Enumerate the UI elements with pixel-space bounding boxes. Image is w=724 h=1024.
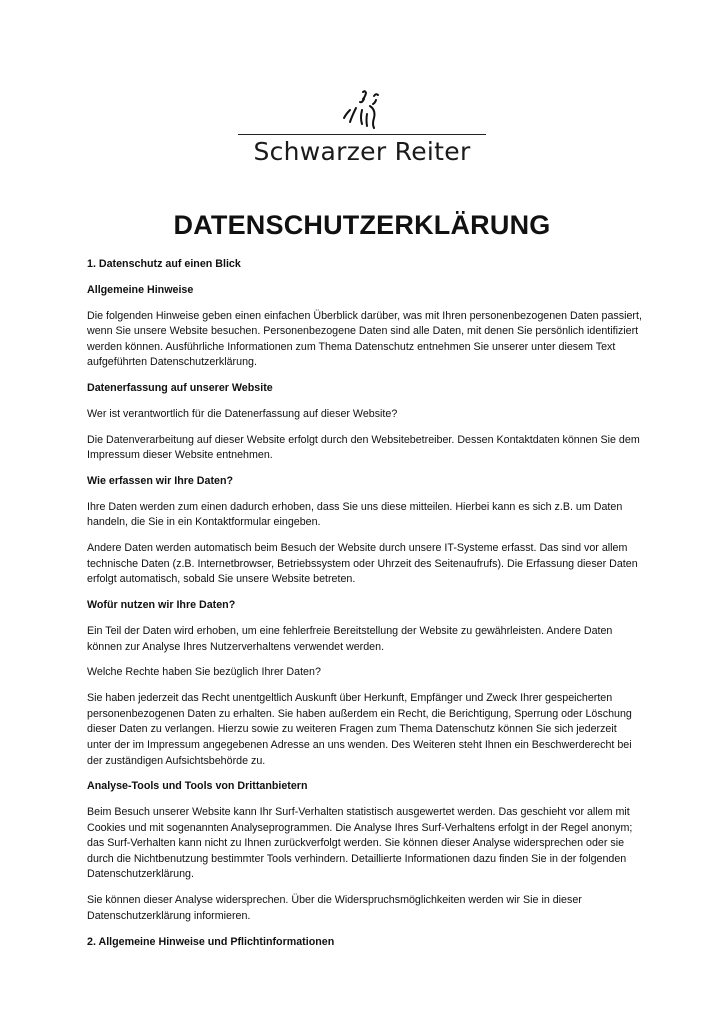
logo: [0, 88, 724, 167]
paragraph: Ein Teil der Daten wird erhoben, um eine fehlerfreie Bereitstellung der Website zu gewährleisten. Andere Daten können zur Analyse Ihres Nutzerverhaltens verwendet werden.: [87, 624, 613, 653]
section-heading: Wie erfassen wir Ihre Daten?: [87, 475, 234, 488]
paragraph: Ihre Daten werden zum einen dadurch erhoben, dass Sie uns diese mitteilen. Hierbei kann es sich z.B. um Daten handeln, die Sie in ein Kontaktformular eingeben.: [87, 500, 623, 529]
section-heading: 1. Datenschutz auf einen Blick: [87, 258, 241, 270]
paragraph: Welche Rechte haben Sie bezüglich Ihrer Daten?: [87, 666, 321, 679]
logo-divider: [238, 134, 486, 135]
section-heading: Analyse-Tools und Tools von Drittanbietern: [87, 780, 308, 793]
document-content: [87, 257, 643, 960]
paragraph: Die folgenden Hinweise geben einen einfachen Überblick darüber, was mit Ihren personenbezogenen Daten passiert, wenn Sie unsere Website besuchen. Personenbezogene Daten sind alle Daten, mit denen Sie persönlich identifiziert werden können. Ausführliche Informationen zum Thema Datenschutz entnehmen Sie unserer unter diesem Text aufgeführten Datenschutzerklärung.: [87, 309, 642, 369]
paragraph: Die Datenverarbeitung auf dieser Website erfolgt durch den Websitebetreiber. Dessen Kontaktdaten können Sie dem Impressum dieser Website entnehmen.: [87, 433, 640, 462]
section-heading: Allgemeine Hinweise: [87, 283, 194, 296]
section-heading: Datenerfassung auf unserer Website: [87, 382, 273, 395]
page-title: DATENSCHUTZERKLÄRUNG: [173, 210, 551, 240]
logo-text: Schwarzer Reiter: [253, 137, 471, 166]
section-heading: 2. Allgemeine Hinweise und Pflichtinformationen: [87, 935, 335, 948]
paragraph: Sie haben jederzeit das Recht unentgeltlich Auskunft über Herkunft, Empfänger und Zweck Ihrer gespeicherten personenbezogenen Daten zu erhalten. Sie haben außerdem ein Recht, die Berichtigung, Sperrung oder Löschung dieser Daten zu verlangen. Hierzu sowie zu weiteren Fragen zum Thema Datenschutz können Sie sich jederzeit unter der im Impressum angegebenen Adresse an uns wenden. Des Weiteren steht Ihnen ein Beschwerderecht bei der zuständigen Aufsichtsbehörde zu.: [87, 692, 632, 767]
horse-rider-icon: [330, 88, 394, 132]
paragraph: Andere Daten werden automatisch beim Besuch der Website durch unsere IT-Systeme erfasst. Das sind vor allem technische Daten (z.B. Internetbrowser, Betriebssystem oder Uhrzeit des Seitenaufrufs). Die Erfassung dieser Daten erfolgt automatisch, sobald Sie unsere Website betreten.: [87, 542, 638, 586]
paragraph: Wer ist verantwortlich für die Datenerfassung auf dieser Website?: [87, 407, 398, 420]
paragraph: Beim Besuch unserer Website kann Ihr Surf-Verhalten statistisch ausgewertet werden. Das geschieht vor allem mit Cookies und mit sogenannten Analyseprogrammen. Die Analyse Ihres Surf-Verhaltens erfolgt in der Regel anonym; das Surf-Verhalten kann nicht zu Ihnen zurückverfolgt werden. Sie können dieser Analyse widersprechen oder sie durch die Nichtbenutzung bestimmter Tools verhindern. Detaillierte Informationen dazu finden Sie in der folgenden Datenschutzerklärung.: [87, 806, 633, 881]
section-heading: Wofür nutzen wir Ihre Daten?: [87, 599, 236, 612]
paragraph: Sie können dieser Analyse widersprechen. Über die Widerspruchsmöglichkeiten werden wir Sie in dieser Datenschutzerklärung informieren.: [87, 894, 582, 922]
